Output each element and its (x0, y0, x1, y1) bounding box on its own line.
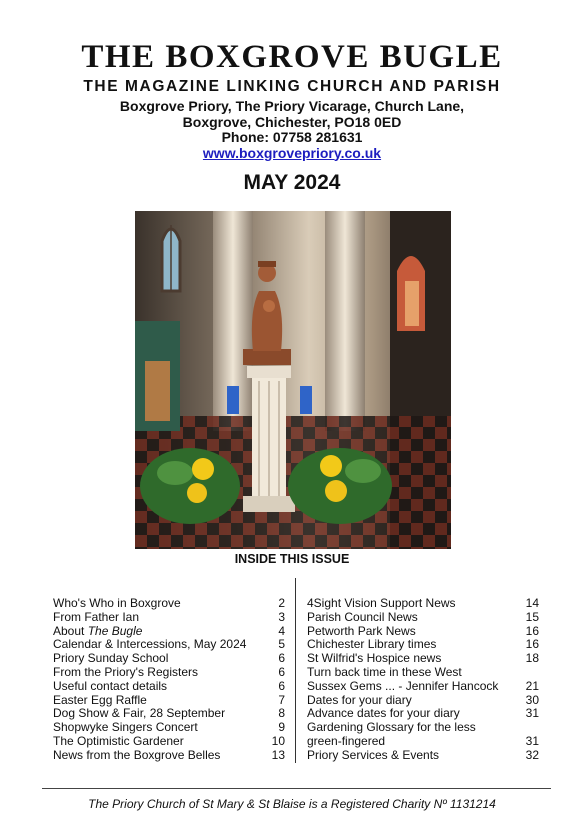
contents-item[interactable]: The Optimistic Gardener 10 (53, 733, 285, 748)
contents-item[interactable]: St Wilfrid's Hospice news 18 (307, 651, 539, 666)
contents-item[interactable]: Priory Sunday School 6 (53, 651, 285, 666)
contents-item[interactable]: green-fingered 31 (307, 733, 539, 748)
contents-item[interactable]: From Father Ian 3 (53, 609, 285, 624)
contact-block (0, 99, 584, 161)
contents-item[interactable]: Parish Council News 15 (307, 609, 539, 624)
website-link[interactable]: www.boxgrovepriory.co.uk (202, 144, 382, 161)
madonna-statue-photo (135, 211, 451, 549)
charity-footer: The Priory Church of St Mary & St Blaise is a Registered Charity Nº 1131214 (88, 797, 496, 811)
contents-item[interactable]: Gardening Glossary for the less (307, 720, 476, 735)
magazine-subtitle: THE MAGAZINE LINKING CHURCH AND PARISH (83, 78, 501, 95)
contents-item[interactable]: Dog Show & Fair, 28 September 8 (53, 706, 285, 721)
issue-date: MAY 2024 (243, 171, 341, 194)
contents-left-column (53, 597, 285, 763)
contents-item[interactable]: Dates for your diary 30 (307, 692, 539, 707)
magazine-title: THE BOXGROVE BUGLE (81, 39, 503, 75)
column-divider (295, 578, 296, 763)
contents-item[interactable]: Petworth Park News 16 (307, 623, 539, 638)
address-line-1: Boxgrove Priory, The Priory Vicarage, Church Lane, (119, 98, 465, 114)
contents-item[interactable]: From the Priory's Registers 6 (53, 664, 285, 679)
contents-item[interactable]: Priory Services & Events 32 (307, 747, 539, 762)
contents-item[interactable]: Who's Who in Boxgrove 2 (53, 596, 285, 610)
phone-number: Phone: 07758 281631 (221, 129, 363, 145)
contents-item[interactable]: Advance dates for your diary 31 (307, 706, 539, 721)
contents-item[interactable]: News from the Boxgrove Belles 13 (53, 747, 285, 762)
masthead (0, 40, 584, 161)
contents-item[interactable]: Easter Egg Raffle 7 (53, 692, 285, 707)
contents-right-column (307, 597, 539, 763)
contents-item[interactable]: Calendar & Intercessions, May 2024 5 (53, 637, 285, 652)
contents-item[interactable]: About The Bugle 4 (53, 623, 285, 638)
contents-item[interactable]: Shopwyke Singers Concert 9 (53, 720, 285, 735)
contents-item[interactable]: Useful contact details 6 (53, 678, 285, 693)
address-line-2: Boxgrove, Chichester, PO18 0ED (182, 113, 402, 130)
contents-item[interactable]: Sussex Gems ... - Jennifer Hancock 21 (307, 678, 539, 693)
cover-photo (135, 211, 451, 549)
contents-item[interactable]: Turn back time in these West (307, 664, 462, 679)
footer-rule (42, 788, 551, 789)
inside-this-issue-heading: INSIDE THIS ISSUE (234, 552, 350, 566)
contents-item[interactable]: 4Sight Vision Support News 14 (307, 596, 539, 610)
contents-item[interactable]: Chichester Library times 16 (307, 637, 539, 652)
